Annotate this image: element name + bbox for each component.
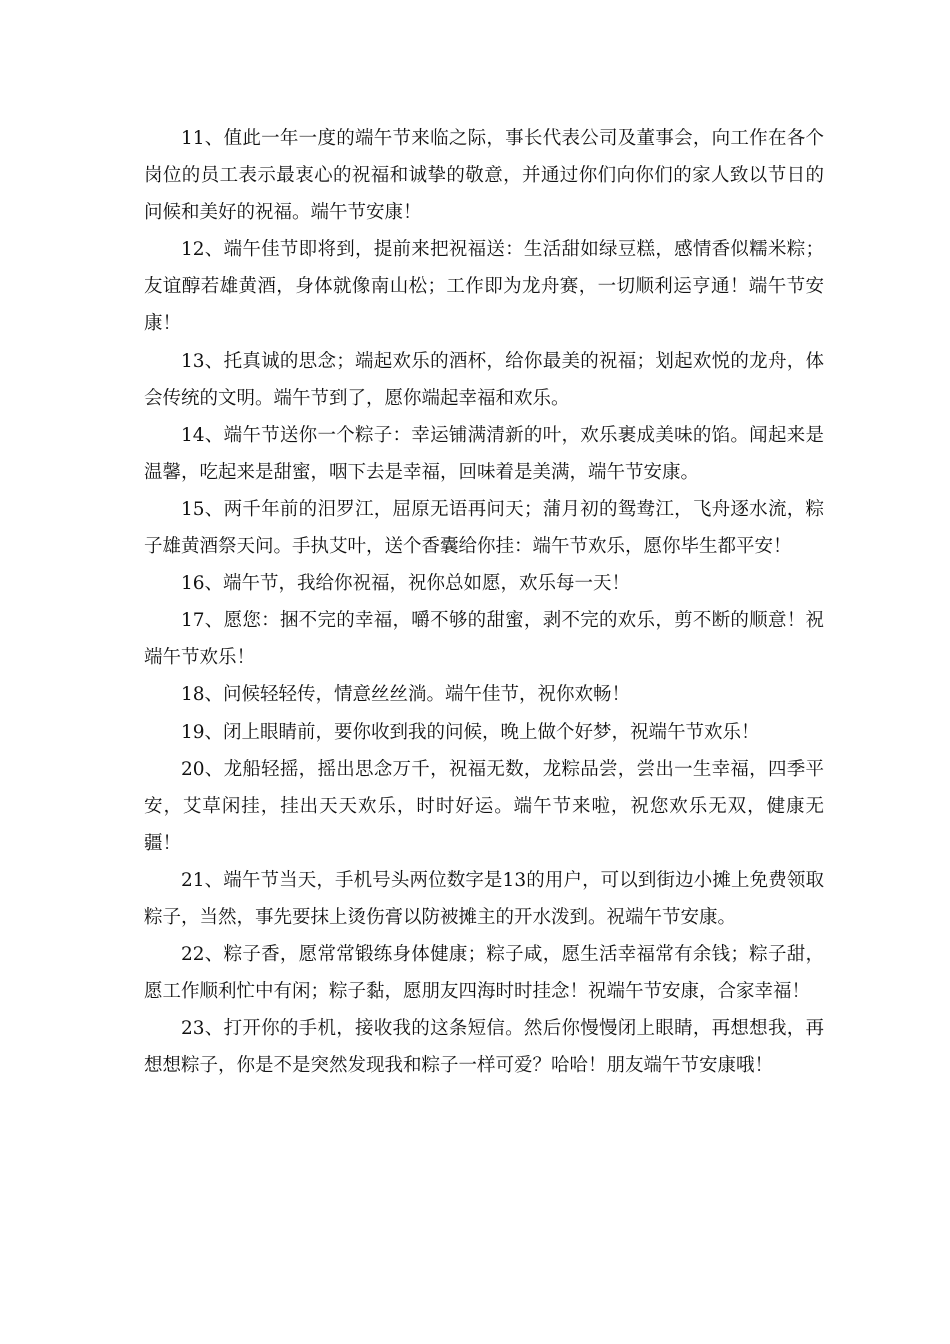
paragraph-18: 18、问候轻轻传，情意丝丝淌。端午佳节，祝你欢畅！ [181, 684, 631, 706]
paragraph-13: 13、托真诚的思念；端起欢乐的酒杯，给你最美的祝福；划起欢悦的龙舟，体会传统的文明。端午节到了，愿你端起幸福和欢乐。 [144, 350, 824, 409]
paragraph-21: 21、端午节当天，手机号头两位数字是13的用户，可以到街边小摊上免费领取粽子，当然，事先要抹上烫伤膏以防被摊主的开水泼到。祝端午节安康。 [144, 869, 824, 928]
document-body [144, 120, 824, 1084]
paragraph-19: 19、闭上眼睛前，要你收到我的问候，晚上做个好梦，祝端午节欢乐！ [181, 721, 760, 743]
paragraph-20: 20、龙船轻摇，摇出思念万千，祝福无数，龙粽品尝，尝出一生幸福，四季平安，艾草闲挂，挂出天天欢乐，时时好运。端午节来啦，祝您欢乐无双，健康无疆！ [144, 758, 824, 854]
paragraph-23: 23、打开你的手机，接收我的这条短信。然后你慢慢闭上眼睛，再想想我，再想想粽子，你是不是突然发现我和粽子一样可爱？哈哈！朋友端午节安康哦！ [144, 1018, 824, 1077]
paragraph-12: 12、端午佳节即将到，提前来把祝福送：生活甜如绿豆糕，感情香似糯米粽；友谊醇若雄黄酒，身体就像南山松；工作即为龙舟赛，一切顺利运亨通！端午节安康！ [144, 239, 824, 335]
paragraph-17: 17、愿您：捆不完的幸福，嚼不够的甜蜜，剥不完的欢乐，剪不断的顺意！祝端午节欢乐！ [144, 610, 824, 669]
paragraph-11: 11、值此一年一度的端午节来临之际，事长代表公司及董事会，向工作在各个岗位的员工表示最衷心的祝福和诚挚的敬意，并通过你们向你们的家人致以节日的问候和美好的祝福。端午节安康！ [144, 128, 824, 224]
paragraph-15: 15、两千年前的汨罗江，屈原无语再问天；蒲月初的鸳鸯江，飞舟逐水流，粽子雄黄酒祭天问。手执艾叶，送个香囊给你挂：端午节欢乐，愿你毕生都平安！ [144, 498, 824, 558]
paragraph-14: 14、端午节送你一个粽子：幸运铺满清新的叶，欢乐裹成美味的馅。闻起来是温馨，吃起来是甜蜜，咽下去是幸福，回味着是美满，端午节安康。 [144, 424, 824, 483]
paragraph-22: 22、粽子香，愿常常锻练身体健康；粽子咸，愿生活幸福常有余钱；粽子甜，愿工作顺利忙中有闲；粽子黏，愿朋友四海时时挂念！祝端午节安康，合家幸福！ [144, 944, 824, 1003]
paragraph-16: 16、端午节，我给你祝福，祝你总如愿，欢乐每一天！ [181, 573, 631, 595]
